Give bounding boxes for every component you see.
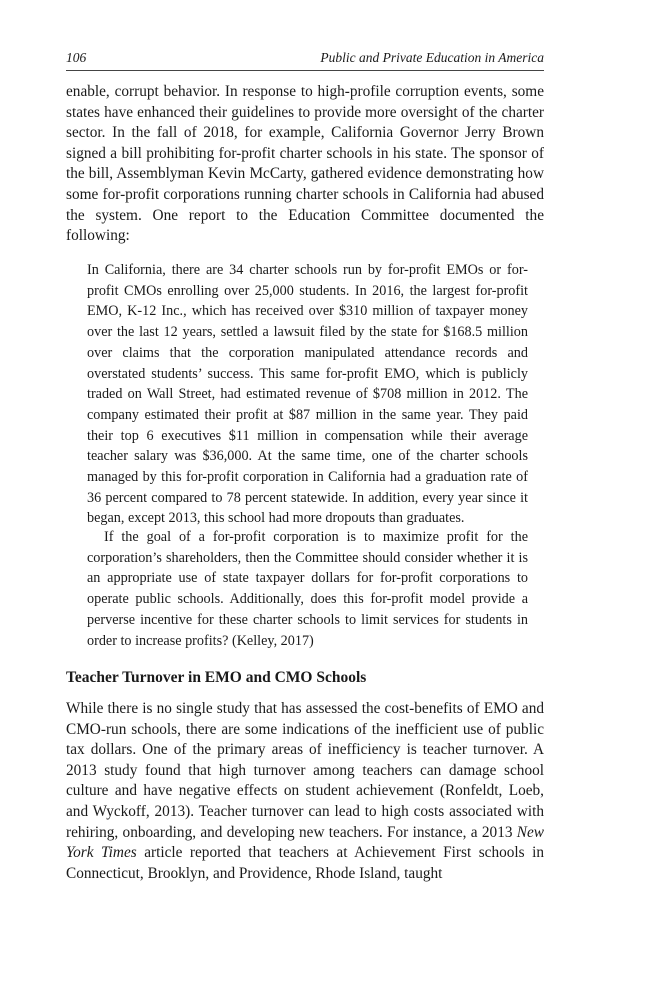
paragraph-text: While there is no single study that has assessed the cost-benefits of EMO and CMO-run schools, there are some indications of the inefficient use of public tax dollars. One of the primary areas of inefficiency is teacher turnover. A 2013 study found that high turnover among teachers can damage school culture and have negative effects on student achievement (Ronfeldt, Loeb, and Wyckoff, 2013). Teacher turnover can lead to high costs associated with rehiring, onboarding, and developing new teachers. For instance, a 2013 [66,700,544,841]
block-quote-paragraph: In California, there are 34 charter schools run by for-profit EMOs or for-profit CMOs enrolling over 25,000 students. In 2016, the largest for-profit EMO, K-12 Inc., which has received over $310 million of taxpayer money over the last 12 years, settled a lawsuit filed by the state for $168.5 million over claims that the corporation manipulated attendance records and overstated students’ success. This same for-profit EMO, which is publicly traded on Wall Street, had estimated revenue of $708 million in 2012. The company estimated their profit at $87 million in the same year. They paid their top 6 executives $11 million in compensation while their average teacher salary was $36,000. At the same time, one of the charter schools managed by this for-profit corporation in California had a graduation rate of 36 percent compared to 78 percent statewide. In addition, every year since it began, except 2013, this school had more dropouts than graduates. [87,262,528,527]
running-head-area [66,48,544,68]
book-title: Public and Private Education in America [320,50,544,65]
body-paragraph [66,699,544,884]
block-quote-paragraph: If the goal of a for-profit corporation is to maximize profit for the corporation’s shareholders, then the Committee should consider whether it is an appropriate use of state taxpayer dollars for for-profit corporations to operate public schools. Additionally, does this for-profit model provide a perverse incentive for these charter schools to limit services for students in order to increase profits? (Kelley, 2017) [87,529,528,649]
section-heading: Teacher Turnover in EMO and CMO Schools [66,669,367,686]
publication-title: New York Times [66,823,544,862]
header-rule [66,70,544,71]
page-number: 106 [66,50,87,65]
paragraph-text: article reported that teachers at Achievement First schools in Connecticut, Brooklyn, and Providence, Rhode Island, taught [66,844,544,882]
running-head [66,48,544,68]
body-paragraph: enable, corrupt behavior. In response to high-profile corruption events, some states have enhanced their guidelines to provide more oversight of the charter sector. In the fall of 2018, for example, California Governor Jerry Brown signed a bill prohibiting for-profit charter schools in his state. The sponsor of the bill, Assemblyman Kevin McCarty, gathered evidence demonstrating how some for-profit corporations running charter schools in California had abused the system. One report to the Education Committee documented the following: [66,83,544,245]
